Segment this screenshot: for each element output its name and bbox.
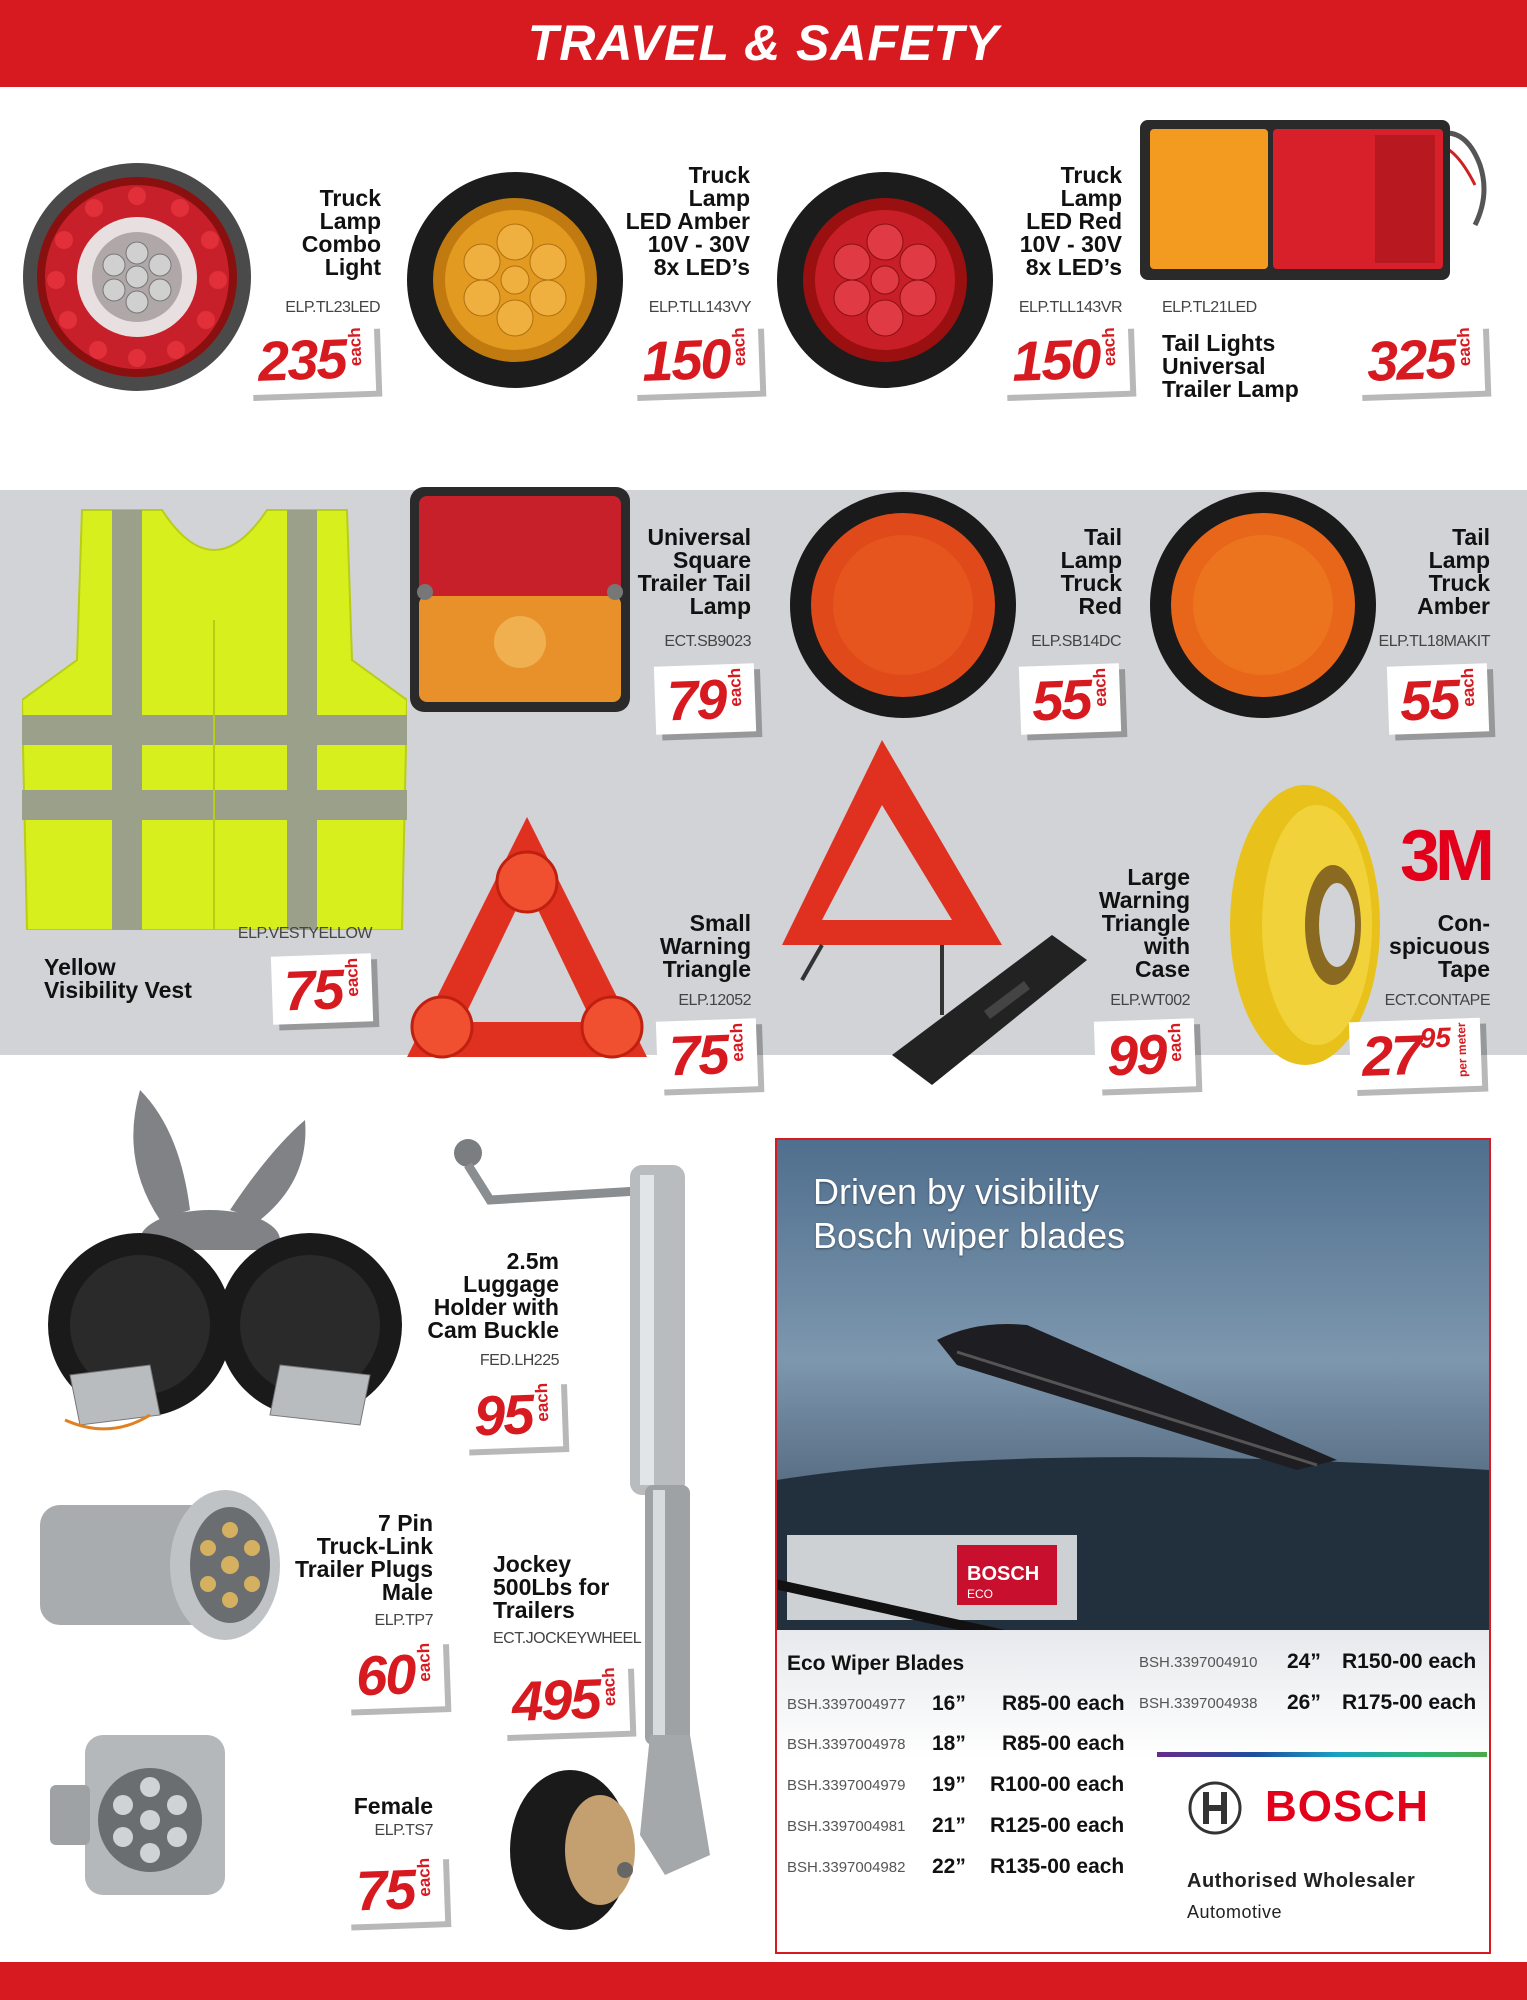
vest-code: ELP.VESTYELLOW bbox=[237, 925, 372, 942]
plug-female-name: Female bbox=[353, 1793, 433, 1819]
tail-red-price: 55 bbox=[1030, 667, 1092, 733]
plug-male-image bbox=[30, 1480, 290, 1650]
jockey-price: 495 bbox=[510, 1666, 601, 1733]
wiper-size: 21” bbox=[932, 1814, 966, 1837]
plug-male-code: ELP.TP7 bbox=[374, 1612, 433, 1629]
tail-lights-name: Tail Lights Universal Trailer Lamp bbox=[1162, 330, 1299, 402]
wiper-size: 16” bbox=[932, 1692, 966, 1715]
bosch-ad bbox=[775, 1138, 1491, 1954]
wiper-size: 26” bbox=[1287, 1691, 1321, 1714]
vest-name: Yellow Visibility Vest bbox=[44, 954, 192, 1003]
luggage-price: 95 bbox=[472, 1382, 534, 1448]
bosch-headline bbox=[813, 1170, 1125, 1258]
small-triangle-image bbox=[402, 812, 652, 1067]
vest-price: 75 bbox=[282, 957, 344, 1023]
combo-light-name: Truck Lamp Combo Light bbox=[301, 185, 381, 280]
wiper-price: R85-00 each bbox=[1002, 1732, 1125, 1755]
tail-amber-price-tag bbox=[1387, 663, 1490, 734]
plug-male-name: 7 Pin Truck-Link Trailer Plugs Male bbox=[294, 1510, 433, 1605]
wiper-price: R135-00 each bbox=[990, 1855, 1125, 1878]
small-triangle-price: 75 bbox=[667, 1022, 729, 1088]
small-triangle-code: ELP.12052 bbox=[678, 992, 751, 1009]
wiper-code: BSH.3397004982 bbox=[787, 1859, 906, 1876]
wiper-size: 22” bbox=[932, 1855, 966, 1878]
jockey-name: Jockey 500Lbs for Trailers bbox=[493, 1551, 610, 1623]
tape-price-tag bbox=[1349, 1018, 1483, 1091]
led-red-price-unit: each bbox=[1099, 327, 1120, 367]
luggage-code: FED.LH225 bbox=[479, 1352, 559, 1369]
led-amber-image bbox=[405, 170, 625, 390]
plug-female-code: ELP.TS7 bbox=[374, 1822, 433, 1839]
led-red-code: ELP.TLL143VR bbox=[1018, 299, 1122, 316]
tail-amber-image bbox=[1148, 490, 1378, 720]
small-triangle-price-tag bbox=[656, 1018, 759, 1089]
bosch-headline-line-1: Driven by visibility bbox=[813, 1171, 1100, 1212]
luggage-image bbox=[40, 1225, 410, 1450]
wiper-code: BSH.3397004979 bbox=[787, 1777, 906, 1794]
footer-bar bbox=[0, 1962, 1527, 2000]
wiper-price: R150-00 each bbox=[1342, 1650, 1477, 1673]
tail-lights-code: ELP.TL21LED bbox=[1162, 299, 1257, 316]
led-amber-price: 150 bbox=[640, 326, 731, 393]
tail-amber-name: Tail Lamp Truck Amber bbox=[1417, 524, 1490, 619]
page-title: TRAVEL & SAFETY bbox=[527, 15, 1000, 71]
plug-female-price-tag bbox=[343, 1853, 446, 1924]
combo-light-price-unit: each bbox=[345, 327, 366, 367]
large-triangle-code: ELP.WT002 bbox=[1110, 992, 1190, 1009]
bosch-logo-word: BOSCH bbox=[1265, 1782, 1429, 1831]
tape-price-cents: 95 bbox=[1419, 1021, 1452, 1054]
combo-light-price: 235 bbox=[256, 326, 347, 393]
wiper-code: BSH.3397004910 bbox=[1139, 1654, 1258, 1671]
tape-code: ECT.CONTAPE bbox=[1384, 992, 1490, 1009]
square-tail-image bbox=[405, 482, 635, 717]
wiper-code: BSH.3397004938 bbox=[1139, 1695, 1258, 1712]
tail-red-image bbox=[788, 490, 1018, 720]
bosch-color-stripe bbox=[1157, 1752, 1487, 1757]
jockey-image bbox=[450, 1135, 770, 1935]
tail-lights-price: 325 bbox=[1365, 326, 1456, 393]
luggage-name: 2.5m Luggage Holder with Cam Buckle bbox=[427, 1248, 559, 1343]
square-tail-price-tag bbox=[654, 663, 757, 734]
wiper-size: 19” bbox=[932, 1773, 966, 1796]
led-red-name: Truck Lamp LED Red 10V - 30V 8x LED’s bbox=[1019, 162, 1122, 280]
large-triangle-price-unit: each bbox=[1165, 1022, 1186, 1063]
wiper-code: BSH.3397004978 bbox=[787, 1736, 906, 1753]
combo-light-price-tag bbox=[245, 323, 377, 395]
tail-red-code: ELP.SB14DC bbox=[1031, 633, 1121, 650]
wiper-price-table bbox=[777, 1630, 1489, 1954]
luggage-price-unit: each bbox=[532, 1382, 553, 1423]
large-triangle-image bbox=[782, 735, 1092, 1095]
square-tail-price-unit: each bbox=[725, 667, 746, 708]
wiper-code: BSH.3397004981 bbox=[787, 1818, 906, 1835]
bosch-automotive: Automotive bbox=[1187, 1902, 1283, 1922]
small-triangle-name: Small Warning Triangle bbox=[659, 910, 751, 982]
bosch-armature-icon bbox=[1187, 1780, 1243, 1836]
jockey-price-tag bbox=[499, 1663, 631, 1735]
bosch-logo-area bbox=[1157, 1752, 1487, 1928]
tape-name: Con- spicuous Tape bbox=[1389, 910, 1490, 982]
square-tail-name: Universal Square Trailer Tail Lamp bbox=[637, 524, 751, 619]
bosch-package-brand: BOSCH bbox=[967, 1563, 1040, 1585]
square-tail-price: 79 bbox=[665, 667, 727, 733]
vest-price-unit: each bbox=[342, 957, 363, 998]
bosch-package-line: ECO bbox=[967, 1587, 994, 1601]
wiper-price: R85-00 each bbox=[1002, 1692, 1125, 1715]
jockey-code: ECT.JOCKEYWHEEL bbox=[493, 1630, 642, 1647]
vest-price-tag bbox=[271, 953, 374, 1024]
tail-amber-price-unit: each bbox=[1458, 667, 1479, 708]
tail-red-price-unit: each bbox=[1090, 667, 1111, 708]
led-red-image bbox=[775, 170, 995, 390]
plug-male-price-unit: each bbox=[414, 1642, 435, 1683]
tail-lights-price-unit: each bbox=[1454, 327, 1475, 367]
wiper-size: 24” bbox=[1287, 1650, 1321, 1673]
large-triangle-price: 99 bbox=[1105, 1022, 1167, 1088]
vest-image bbox=[22, 500, 407, 930]
tail-lights-image bbox=[1135, 105, 1495, 290]
led-amber-price-tag bbox=[629, 323, 761, 395]
wiper-price: R175-00 each bbox=[1342, 1691, 1477, 1714]
tape-brand-logo: 3M bbox=[1399, 816, 1490, 896]
wiper-price: R100-00 each bbox=[990, 1773, 1125, 1796]
tape-price: 27 bbox=[1360, 1022, 1422, 1088]
tape-price-unit: per meter bbox=[1454, 1022, 1471, 1078]
led-red-price: 150 bbox=[1010, 326, 1101, 393]
square-tail-code: ECT.SB9023 bbox=[664, 633, 751, 650]
plug-female-price: 75 bbox=[354, 1857, 416, 1923]
combo-light-code: ELP.TL23LED bbox=[285, 299, 380, 316]
wiper-price: R125-00 each bbox=[990, 1814, 1125, 1837]
small-triangle-price-unit: each bbox=[727, 1022, 748, 1063]
wiper-table-title: Eco Wiper Blades bbox=[787, 1652, 965, 1675]
bosch-authorised-wholesaler: Authorised Wholesaler bbox=[1187, 1870, 1416, 1892]
combo-light-image bbox=[20, 160, 255, 395]
plug-female-price-unit: each bbox=[414, 1857, 435, 1898]
large-triangle-name: Large Warning Triangle with Case bbox=[1098, 864, 1190, 982]
jockey-price-unit: each bbox=[599, 1667, 620, 1707]
wiper-code: BSH.3397004977 bbox=[787, 1696, 906, 1713]
led-amber-code: ELP.TLL143VY bbox=[648, 299, 751, 316]
tail-amber-code: ELP.TL18MAKIT bbox=[1378, 633, 1490, 650]
tail-red-name: Tail Lamp Truck Red bbox=[1060, 524, 1122, 619]
led-red-price-tag bbox=[999, 323, 1131, 395]
plug-male-price-tag bbox=[343, 1638, 446, 1709]
tail-red-price-tag bbox=[1019, 663, 1122, 734]
plug-female-image bbox=[45, 1725, 265, 1900]
tail-amber-price: 55 bbox=[1398, 667, 1460, 733]
led-amber-price-unit: each bbox=[729, 327, 750, 367]
bosch-headline-line-2: Bosch wiper blades bbox=[813, 1215, 1126, 1256]
page-header bbox=[0, 0, 1527, 87]
tail-lights-price-tag bbox=[1354, 323, 1486, 395]
large-triangle-price-tag bbox=[1094, 1018, 1197, 1089]
wiper-size: 18” bbox=[932, 1732, 966, 1755]
led-amber-name: Truck Lamp LED Amber 10V - 30V 8x LED’s bbox=[625, 162, 750, 280]
plug-male-price: 60 bbox=[354, 1642, 416, 1708]
